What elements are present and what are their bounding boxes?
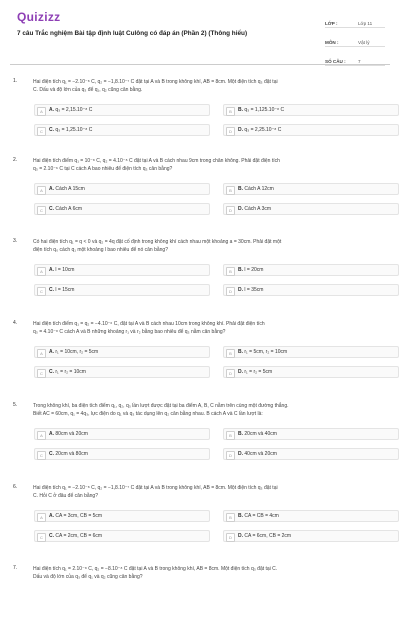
question-text [33, 565, 388, 581]
option-letter-box[interactable]: D [226, 206, 235, 215]
info-row-subject [325, 32, 385, 47]
option-label: C. [49, 451, 54, 457]
question-text-line: Biết AC = 60cm, q₁ = 4q₃, lực điện do q₁ và q₃ tác dụng lên q₂ cân bằng nhau. B cách A và C lần lượt là: [33, 411, 263, 417]
answer-option-c[interactable] [34, 203, 210, 215]
option-label: C. [49, 533, 54, 539]
answer-option-a[interactable] [34, 183, 210, 195]
info-value: Lớp 11 [358, 21, 373, 26]
option-letter-box[interactable]: A [37, 107, 46, 116]
answer-option-d[interactable] [223, 203, 399, 215]
option-letter-box[interactable]: C [37, 206, 46, 215]
question-6 [10, 484, 392, 554]
option-value: Cách A 3cm [243, 206, 272, 212]
question-3 [10, 238, 392, 308]
worksheet-title: 7 câu Trắc nghiệm Bài tập định luật Culông có đáp án (Phần 2) (Thông hiểu) [17, 30, 248, 37]
option-letter-box[interactable]: D [226, 287, 235, 296]
question-text-line: q₃ = 4.10⁻⁸ C cách A và B những khoảng r₁ và r₂ bằng bao nhiêu để q₃ nằm cân bằng? [33, 329, 226, 335]
answer-option-b[interactable] [223, 510, 399, 522]
option-value: l = 35cm [243, 287, 264, 293]
option-text [49, 347, 98, 357]
header-divider [10, 64, 390, 65]
question-text-line: q₃ = 2.10⁻⁶ C tại C cách A bao nhiêu để điện tích q₃ cân bằng? [33, 166, 173, 172]
info-value: 7 [358, 59, 361, 64]
answer-option-b[interactable] [223, 346, 399, 358]
option-value: q₃ = 2,25.10⁻⁸ C [243, 127, 282, 133]
question-number: 2. [13, 157, 18, 163]
question-text-line: Hai điện tích q₁ = −2.10⁻⁸ C, q₂ = −1,8.10⁻⁷ C đặt tại A và B trong không khí, AB = 8cm. Một điện tích q₃ đặt tại [33, 485, 278, 491]
option-value: q₃ = 1,125.10⁻⁸ C [243, 107, 285, 113]
option-label: C. [49, 206, 54, 212]
option-label: B. [238, 186, 243, 192]
option-text [238, 125, 281, 135]
option-text [238, 531, 291, 541]
question-number: 7. [13, 565, 18, 571]
worksheet-header [0, 0, 400, 62]
option-label: C. [49, 287, 54, 293]
question-text-line: Dấu và độ lớn của q₃ để q₁ và q₂ cũng cân bằng? [33, 574, 143, 580]
option-label: A. [49, 107, 54, 113]
option-value: Cách A 12cm [243, 186, 274, 192]
question-number: 4. [13, 320, 18, 326]
option-value: Cách A 6cm [54, 206, 83, 212]
option-text [238, 105, 284, 115]
question-text [33, 402, 388, 418]
option-value: l = 15cm [54, 287, 75, 293]
quizizz-logo: Quizizz [17, 10, 61, 24]
answer-option-d[interactable] [223, 284, 399, 296]
question-text-line: Hai điện tích q₁ = 2.10⁻⁸ C, q₂ = −8.10⁻⁸ C đặt tại A và B trong không khí, AB = 8cm. Một điện tích q₃ đặt tại C. [33, 566, 278, 572]
option-text [238, 285, 263, 295]
question-text-line: Có hai điện tích q₁ = q < 0 và q₂ = 4q đặt cố định trong không khí cách nhau một khoảng a = 30cm. Phải đặt một [33, 239, 282, 245]
option-letter-box[interactable]: B [226, 431, 235, 440]
option-value: Cách A 15cm [54, 186, 85, 192]
option-text [49, 429, 88, 439]
option-letter-box[interactable]: D [226, 451, 235, 460]
option-letter-box[interactable]: B [226, 107, 235, 116]
option-label: B. [238, 349, 243, 355]
info-label: SỐ CÂU : [325, 59, 346, 64]
option-text [49, 105, 92, 115]
answer-option-a[interactable] [34, 510, 210, 522]
option-text [238, 184, 274, 194]
option-value: CA = 2cm, CB = 6cm [54, 533, 103, 539]
answer-option-c[interactable] [34, 530, 210, 542]
option-label: B. [238, 267, 243, 273]
worksheet-info [325, 13, 385, 70]
option-text [49, 184, 85, 194]
option-value: r₁ = r₂ = 10cm [54, 369, 86, 375]
option-letter-box[interactable]: D [226, 369, 235, 378]
option-letter-box[interactable]: C [37, 127, 46, 136]
option-text [49, 367, 86, 377]
question-text [33, 238, 388, 254]
question-text [33, 320, 388, 336]
option-text [238, 429, 277, 439]
question-text-line: Hai điện tích điểm q₁ = 10⁻⁸ C, q₂ = 4.10⁻⁸ C đặt tại A và B cách nhau 9cm trong chân không. Phải đặt điện tích [33, 158, 280, 164]
question-7 [10, 565, 392, 635]
option-label: A. [49, 513, 54, 519]
option-text [238, 449, 277, 459]
question-text [33, 78, 388, 94]
question-4 [10, 320, 392, 390]
option-value: 40cm và 20cm [243, 451, 277, 457]
info-row-class [325, 13, 385, 28]
answer-option-b[interactable] [223, 104, 399, 116]
question-number: 5. [13, 402, 18, 408]
option-letter-box[interactable]: B [226, 349, 235, 358]
info-label: MÔN : [325, 40, 339, 45]
option-letter-box[interactable]: C [37, 287, 46, 296]
option-letter-box[interactable]: A [37, 267, 46, 276]
answer-option-c[interactable] [34, 284, 210, 296]
option-text [49, 125, 92, 135]
option-text [238, 511, 279, 521]
option-letter-box[interactable]: B [226, 513, 235, 522]
answer-option-c[interactable] [34, 124, 210, 136]
answer-option-a[interactable] [34, 346, 210, 358]
question-text-line: C. Hỏi C ở đâu để cân bằng? [33, 493, 98, 499]
option-value: CA = CB = 4cm [243, 513, 279, 519]
question-text [33, 484, 388, 500]
answer-option-d[interactable] [223, 366, 399, 378]
option-letter-box[interactable]: A [37, 431, 46, 440]
option-text [238, 204, 271, 214]
option-letter-box[interactable]: C [37, 369, 46, 378]
question-text-line: Hai điện tích q₁ = −2.10⁻⁸ C, q₂ = −1,8.10⁻⁷ C đặt tại A và B trong không khí, AB = 8cm. Một điện tích q₃ đặt tại [33, 79, 278, 85]
question-2 [10, 157, 392, 227]
question-1 [10, 78, 392, 148]
question-text-line: Trong không khí, ba điện tích điểm q₁, q₂, q₃ lần lượt được đặt tại ba điểm A, B, C nằm trên cùng một đường thẳng. [33, 403, 289, 409]
option-value: 20cm và 80cm [54, 451, 88, 457]
option-text [238, 367, 272, 377]
option-text [49, 204, 82, 214]
option-label: A. [49, 186, 54, 192]
option-letter-box[interactable]: A [37, 513, 46, 522]
option-text [238, 347, 287, 357]
option-text [49, 511, 102, 521]
option-label: D. [238, 533, 243, 539]
option-label: B. [238, 513, 243, 519]
option-value: 20cm và 40cm [243, 431, 277, 437]
option-label: C. [49, 369, 54, 375]
option-text [49, 531, 102, 541]
option-label: A. [49, 431, 54, 437]
question-text-line: C. Dấu và độ lớn của q₃ để q₁, q₂ cũng cân bằng. [33, 87, 143, 93]
answer-option-d[interactable] [223, 530, 399, 542]
option-value: CA = 6cm, CB = 2cm [243, 533, 292, 539]
answer-option-a[interactable] [34, 428, 210, 440]
option-value: r₁ = r₂ = 5cm [243, 369, 273, 375]
answer-option-c[interactable] [34, 448, 210, 460]
answer-option-b[interactable] [223, 183, 399, 195]
option-text [49, 265, 74, 275]
option-label: B. [238, 107, 243, 113]
option-label: D. [238, 206, 243, 212]
option-text [49, 449, 88, 459]
answer-option-c[interactable] [34, 366, 210, 378]
option-value: q₃ = 1,25.10⁻⁸ C [54, 127, 93, 133]
option-label: D. [238, 369, 243, 375]
option-label: B. [238, 431, 243, 437]
question-5 [10, 402, 392, 472]
question-number: 3. [13, 238, 18, 244]
option-value: l = 20cm [243, 267, 264, 273]
answer-option-b[interactable] [223, 428, 399, 440]
option-value: r₁ = 5cm, r₂ = 10cm [243, 349, 288, 355]
option-value: 80cm và 20cm [54, 431, 88, 437]
option-text [238, 265, 263, 275]
option-label: A. [49, 349, 54, 355]
option-letter-box[interactable]: B [226, 267, 235, 276]
answer-option-d[interactable] [223, 124, 399, 136]
option-value: CA = 3cm, CB = 5cm [54, 513, 103, 519]
info-value: Vật lý [358, 40, 370, 45]
answer-option-d[interactable] [223, 448, 399, 460]
option-letter-box[interactable]: C [37, 451, 46, 460]
question-number: 1. [13, 78, 18, 84]
option-label: A. [49, 267, 54, 273]
info-label: LỚP : [325, 21, 338, 26]
question-number: 6. [13, 484, 18, 490]
answer-option-b[interactable] [223, 264, 399, 276]
option-letter-box[interactable]: A [37, 186, 46, 195]
option-letter-box[interactable]: D [226, 533, 235, 542]
answer-option-a[interactable] [34, 104, 210, 116]
option-label: C. [49, 127, 54, 133]
option-label: D. [238, 287, 243, 293]
option-label: D. [238, 127, 243, 133]
option-text [49, 285, 74, 295]
option-value: q₃ = 2,15.10⁻⁸ C [54, 107, 93, 113]
question-text-line: Hai điện tích điểm q₁ = q₂ = −4.10⁻⁶ C, đặt tại A và B cách nhau 10cm trong không khí. Phải đặt điện tích [33, 321, 265, 327]
option-value: r₁ = 10cm, r₂ = 5cm [54, 349, 99, 355]
option-value: l = 10cm [54, 267, 75, 273]
option-letter-box[interactable]: A [37, 349, 46, 358]
option-letter-box[interactable]: C [37, 533, 46, 542]
answer-option-a[interactable] [34, 264, 210, 276]
question-text-line: điện tích q₀ cách q₁ một khoảng l bao nhiêu để nó cân bằng? [33, 247, 168, 253]
option-label: D. [238, 451, 243, 457]
option-letter-box[interactable]: B [226, 186, 235, 195]
question-text [33, 157, 388, 173]
option-letter-box[interactable]: D [226, 127, 235, 136]
